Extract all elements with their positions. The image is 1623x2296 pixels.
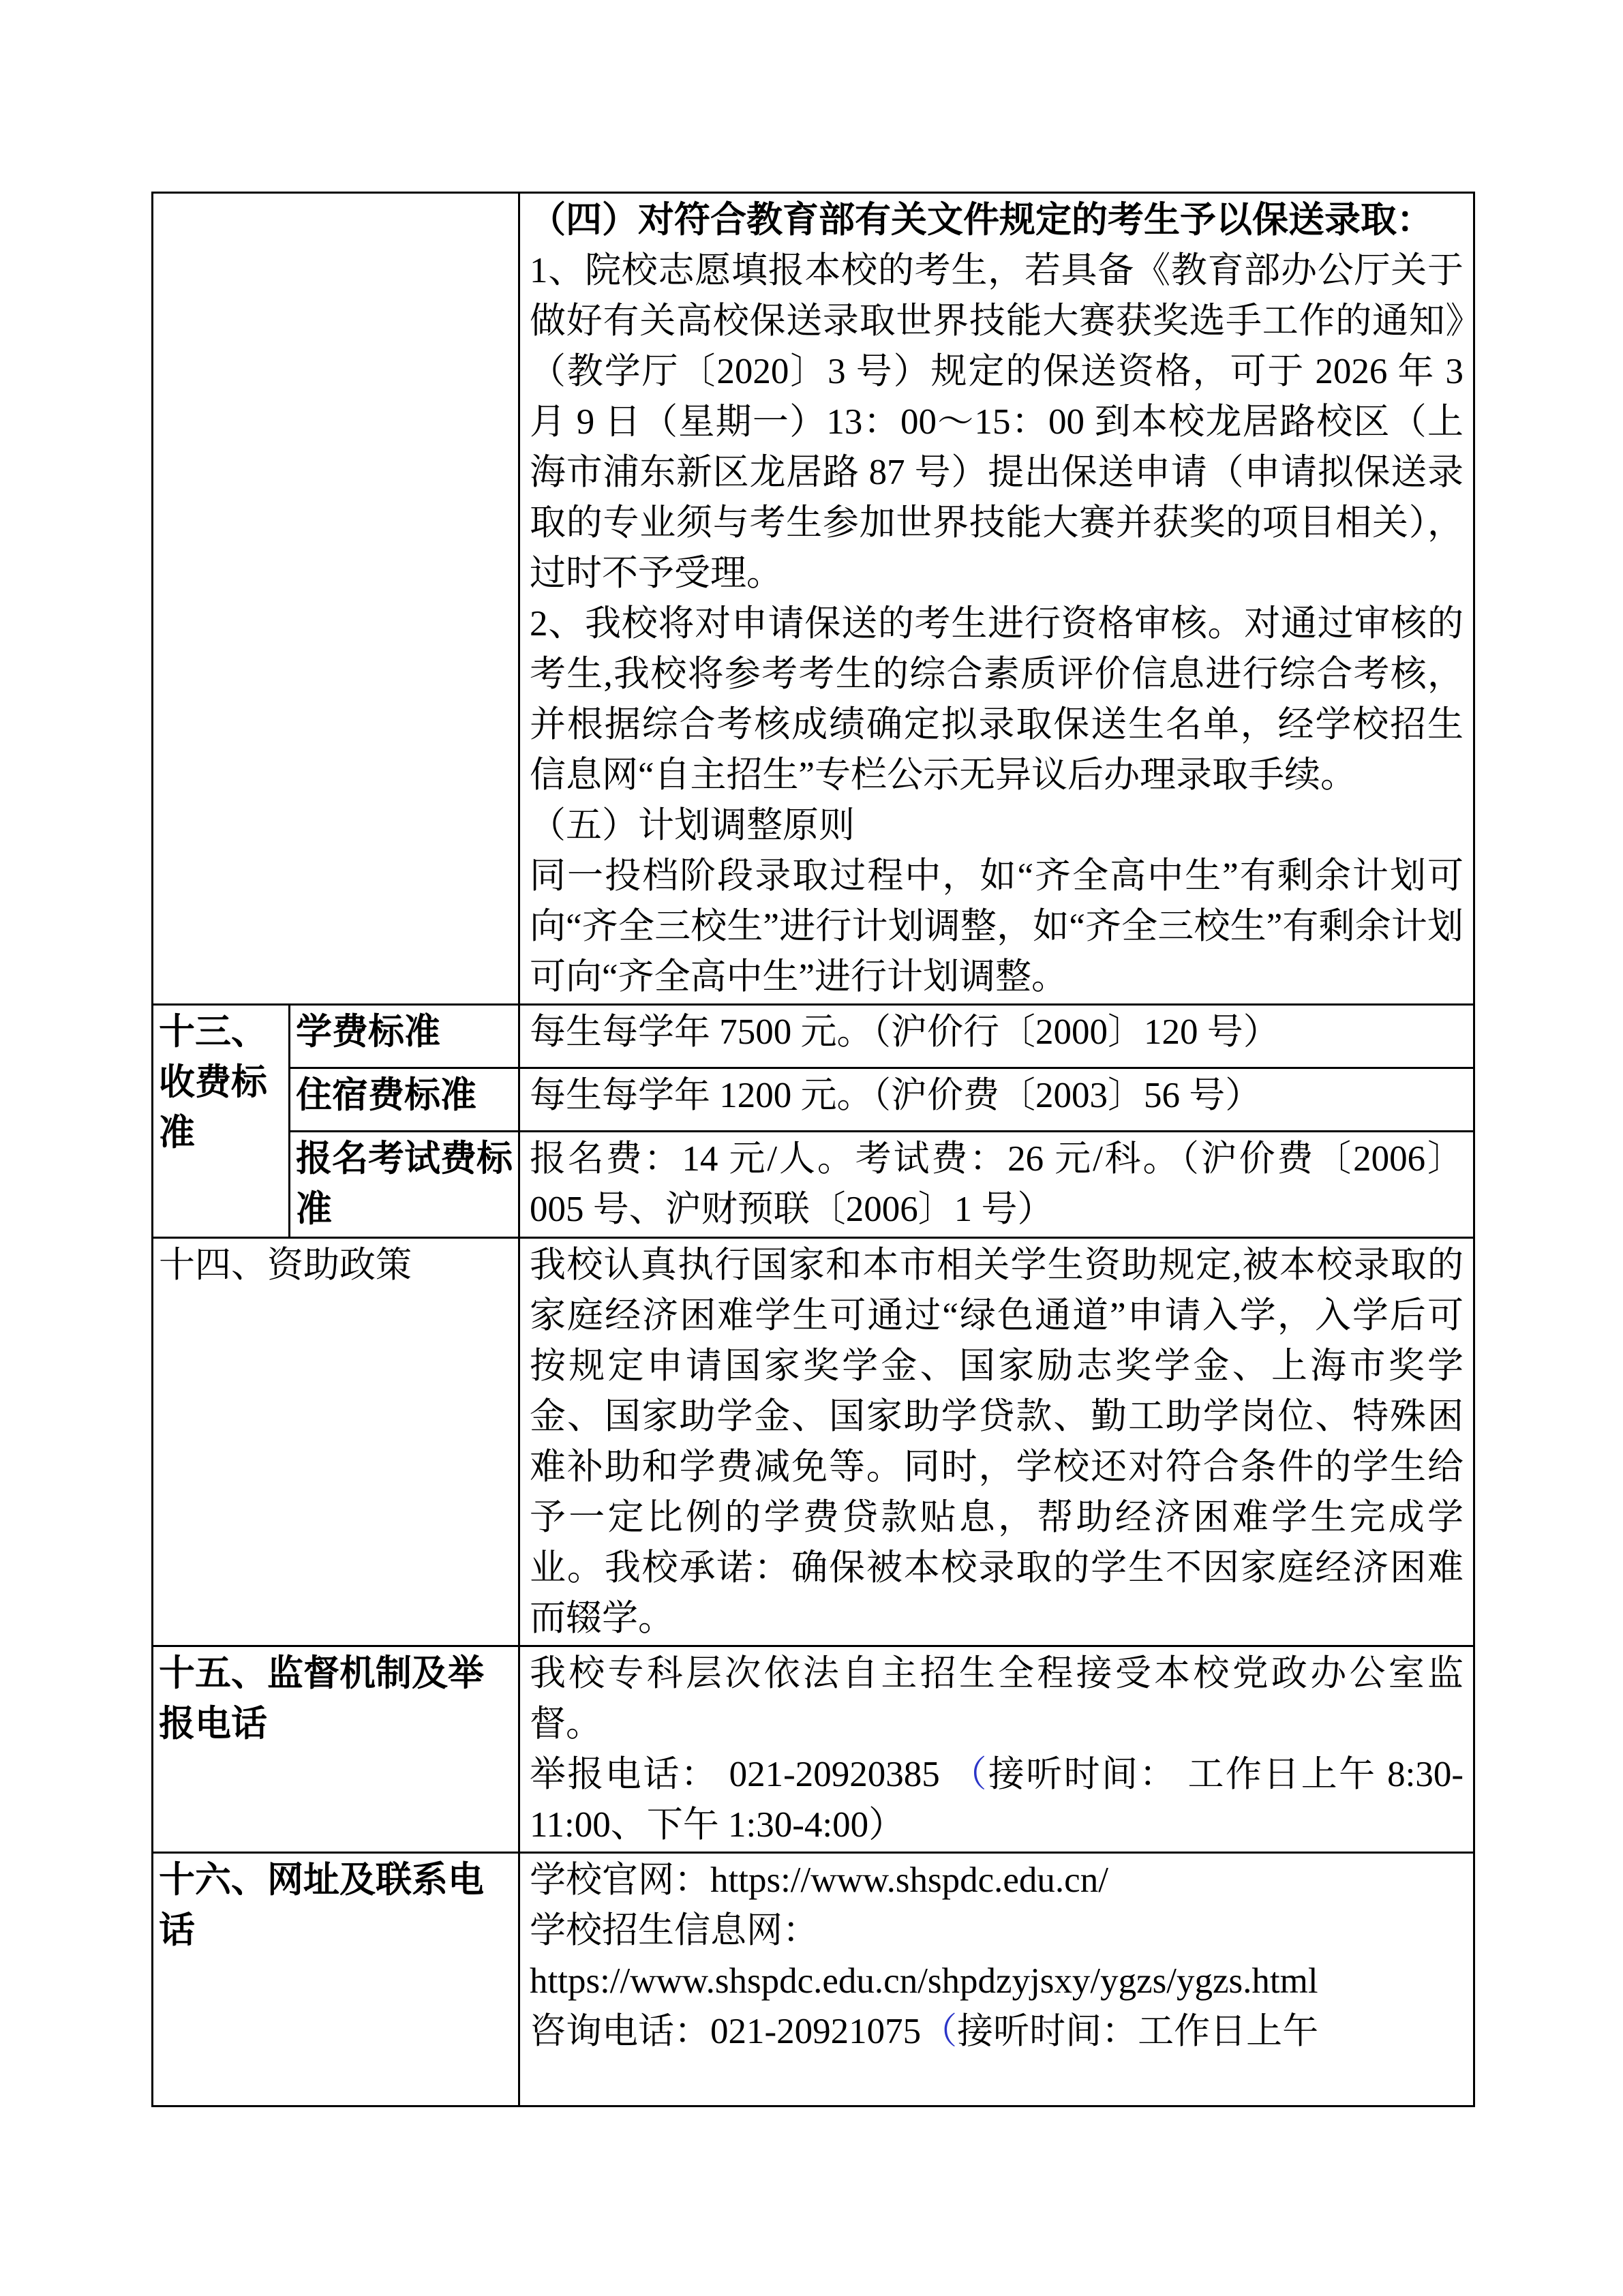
inquiry-phone-number: 咨询电话：021-20921075 [530, 2012, 922, 2051]
report-hotline-hours: 接听时间： 工作日上午 8:30-11:00、下午 1:30-4:00） [530, 1755, 1464, 1845]
label-fees-section: 十三、收费标准 [153, 1005, 290, 1238]
row-housing-fee [153, 1068, 1474, 1132]
row-financial-aid [153, 1238, 1474, 1646]
label-housing-standard: 住宿费标准 [290, 1068, 519, 1132]
admissions-site-url: https://www.shspdc.edu.cn/shpdzyjsxy/ygzs/ygzs.html [530, 1961, 1318, 2001]
admissions-info-table [151, 192, 1475, 2107]
empty-label-cell [153, 193, 519, 1005]
inquiry-phone-paren: （ [921, 2012, 958, 2051]
inquiry-phone-hours: 接听时间：工作日上午 [957, 2012, 1319, 2051]
financial-aid-content-cell [519, 1238, 1474, 1646]
paragraph-report-hotline [530, 1749, 1463, 1850]
paragraph-baosong-review: 2、我校将对申请保送的考生进行资格审核。对通过审核的考生,我校将参考考生的综合素质评价信息进行综合考核，并根据综合考核成绩确定拟录取保送生名单，经学校招生信息网“自主招生”专栏公示无异议后办理录取手续。 [530, 604, 1463, 795]
label-exam-fee-standard: 报名考试费标准 [290, 1132, 519, 1238]
row-contact [153, 1853, 1474, 2106]
label-supervision: 十五、监督机制及举报电话 [153, 1646, 519, 1853]
paragraph-plan-adjustment: 同一投档阶段录取过程中，如“齐全高中生”有剩余计划可向“齐全三校生”进行计划调整，如“齐全三校生”有剩余计划可向“齐全高中生”进行计划调整。 [530, 856, 1463, 997]
row-baosong [153, 193, 1474, 1005]
label-tuition-standard: 学费标准 [290, 1005, 519, 1068]
housing-standard-value: 每生每学年 1200 元。（沪价费〔2003〕56 号） [519, 1068, 1474, 1132]
label-contact: 十六、网址及联系电话 [153, 1853, 519, 2106]
paragraph-financial-aid: 我校认真执行国家和本市相关学生资助规定,被本校录取的家庭经济困难学生可通过“绿色通道”申请入学，入学后可按规定申请国家奖学金、国家励志奖学金、上海市奖学金、国家助学金、国家助学贷款、勤工助学岗位、特殊困难补助和学费减免等。同时，学校还对符合条件的学生给予一定比例的学费贷款贴息，帮助经济困难学生完成学业。我校承诺：确保被本校录取的学生不因家庭经济困难而辍学。 [530, 1245, 1463, 1638]
paragraph-baosong-apply: 1、院校志愿填报本校的考生，若具备《教育部办公厅关于做好有关高校保送录取世界技能大赛获奖选手工作的通知》（教学厅〔2020〕3 号）规定的保送资格，可于 2026 年 3 月 9 日（星期一）13：00～15：00 到本校龙居路校区（上海市浦东新区龙居路 87 号）提出保送申请（申请拟保送录取的专业须与考生参加世界技能大赛并获奖的项目相关），过时不予受理。 [530, 251, 1463, 593]
report-hotline-number: 举报电话： 021-20920385 [530, 1755, 951, 1794]
admissions-site-label: 学校招生信息网： [530, 1911, 819, 1950]
supervision-content-cell [519, 1646, 1474, 1853]
contact-content-cell [519, 1853, 1474, 2106]
section4-heading: （四）对符合教育部有关文件规定的考生予以保送录取： [530, 200, 1433, 240]
baosong-content-cell [519, 193, 1474, 1005]
paragraph-inquiry-phone [530, 2006, 1463, 2057]
exam-fee-standard-value: 报名费：14 元/人。考试费：26 元/科。（沪价费〔2006〕005 号、沪财预联〔2006〕1 号） [519, 1132, 1474, 1238]
school-website-line: 学校官网：https://www.shspdc.edu.cn/ [530, 1860, 1108, 1900]
tuition-standard-value: 每生每学年 7500 元。（沪价行〔2000〕120 号） [519, 1005, 1474, 1068]
report-hotline-paren: （ [950, 1755, 988, 1794]
row-exam-fee [153, 1132, 1474, 1238]
label-financial-aid: 十四、资助政策 [153, 1238, 519, 1646]
row-supervision [153, 1646, 1474, 1853]
section5-heading: （五）计划调整原则 [530, 806, 855, 845]
paragraph-supervision: 我校专科层次依法自主招生全程接受本校党政办公室监督。 [530, 1654, 1463, 1744]
row-tuition-fee [153, 1005, 1474, 1068]
